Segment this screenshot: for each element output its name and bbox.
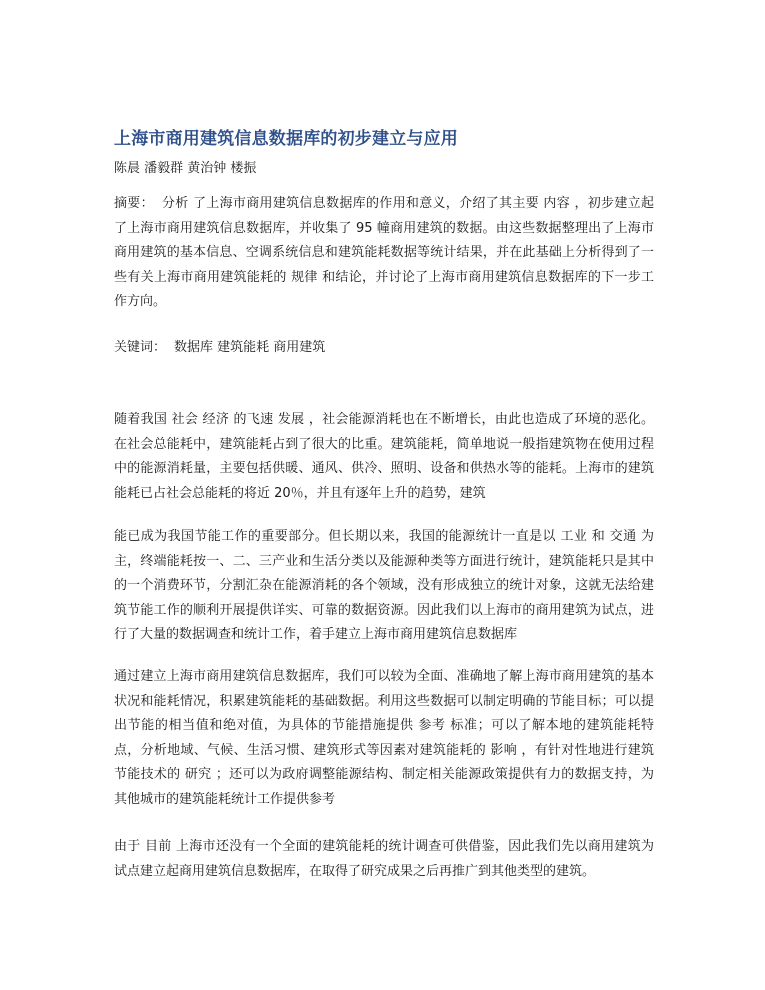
body-paragraph-3: 通过建立上海市商用建筑信息数据库，我们可以较为全面、准确地了解上海市商用建筑的基本状况和能耗情况，积累建筑能耗的基础数据。利用这些数据可以制定明确的节能目标；可以提出节能的相当值和绝对值，为具体的节能措施提供 参考 标准；可以了解本地的建筑能耗特点，分析地域、气候、生活习惯、建筑形式等因素对建筑能耗的 影响 ，有针对性地进行建筑节能技术的 研究 ；还可以为政府调整能源结构、制定相关能源政策提供有力的数据支持，为其他城市的建筑能耗统计工作提供参考 [114, 669, 654, 807]
document-title: 上海市商用建筑信息数据库的初步建立与应用 [114, 129, 458, 149]
body-paragraph-1: 随着我国 社会 经济 的飞速 发展 ，社会能源消耗也在不断增长，由此也造成了环境的恶化。在社会总能耗中，建筑能耗占到了很大的比重。建筑能耗，简单地说一般指建筑物在使用过程中的能源消耗量，主要包括供暖、通风、供冷、照明、设备和供热水等的能耗。上海市的建筑能耗已占社会总能耗的将近 20％，并且有逐年上升的趋势，建筑 [114, 412, 654, 501]
document-authors: 陈晨 潘毅群 黄治钟 楼振 [114, 161, 257, 176]
keywords-text: 数据库 建筑能耗 商用建筑 [174, 340, 326, 355]
abstract [114, 192, 654, 315]
keywords [114, 336, 654, 361]
abstract-label: 摘要： [114, 196, 154, 211]
body-paragraph-4: 由于 目前 上海市还没有一个全面的建筑能耗的统计调查可供借鉴，因此我们先以商用建筑为试点建立起商用建筑信息数据库，在取得了研究成果之后再推广到其他类型的建筑。 [114, 839, 654, 879]
abstract-text: 分析 了上海市商用建筑信息数据库的作用和意义，介绍了其主要 内容 ，初步建立起了上海市商用建筑信息数据库，并收集了 95 幢商用建筑的数据。由这些数据整理出了上海市商用建筑的基本信息、空调系统信息和建筑能耗数据等统计结果，并在此基础上分析得到了一些有关上海市商用建筑能耗的 规律 和结论，并讨论了上海市商用建筑信息数据库的下一步工作方向。 [114, 196, 654, 310]
body-paragraph-2: 能已成为我国节能工作的重要部分。但长期以来，我国的能源统计一直是以 工业 和 交通 为主，终端能耗按一、二、三产业和生活分类以及能源种类等方面进行统计，建筑能耗只是其中的一个消费环节，分割汇杂在能源消耗的各个领域，没有形成独立的统计对象，这就无法给建筑节能工作的顺利开展提供详实、可靠的数据资源。因此我们以上海市的商用建筑为试点，进行了大量的数据调查和统计工作，着手建立上海市商用建筑信息数据库 [114, 529, 654, 643]
keywords-label: 关键词： [114, 340, 167, 355]
